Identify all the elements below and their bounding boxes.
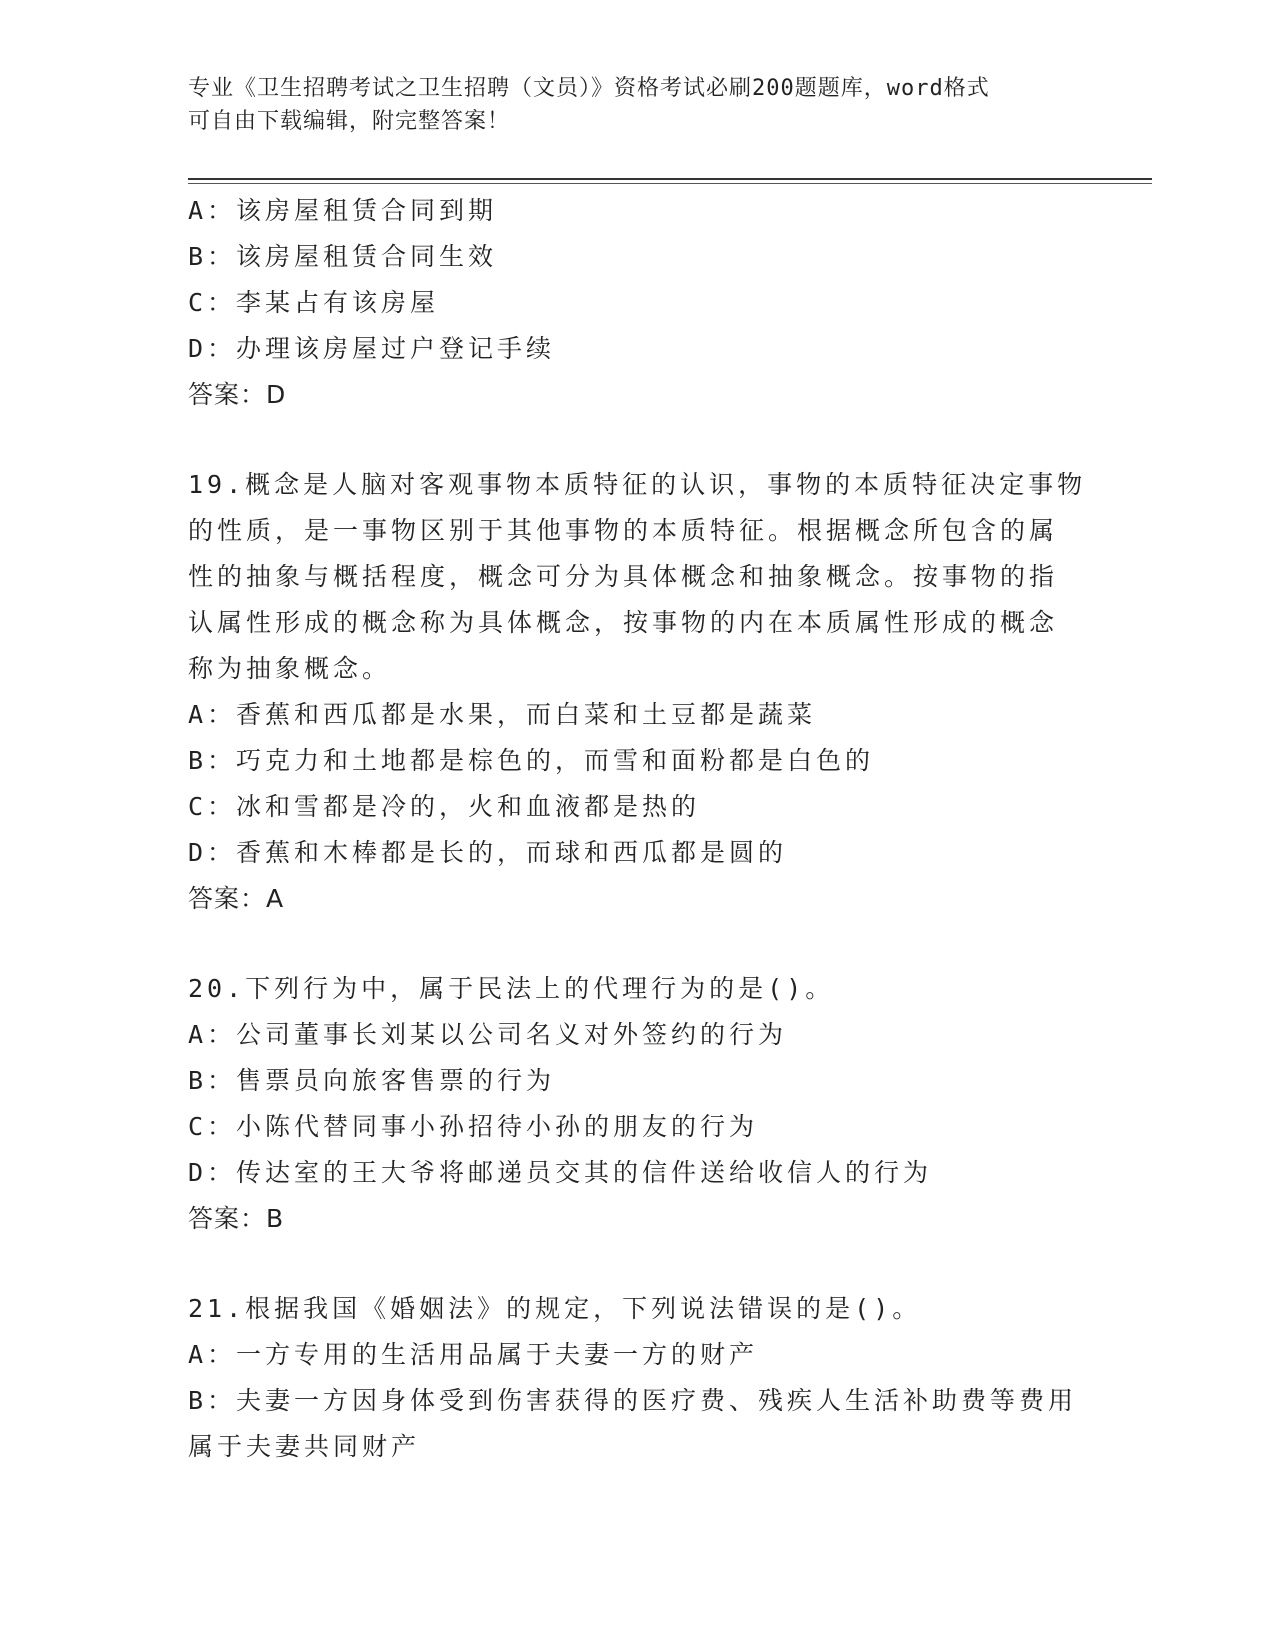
question-stem: 称为抽象概念。	[188, 654, 392, 683]
option-b: B：夫妻一方因身体受到伤害获得的医疗费、残疾人生活补助费等费用	[188, 1386, 1078, 1415]
option-b: B：售票员向旅客售票的行为	[188, 1066, 556, 1095]
question-18	[188, 188, 1088, 418]
answer: 答案：A	[188, 884, 285, 913]
option-d: D：香蕉和木棒都是长的，而球和西瓜都是圆的	[188, 838, 788, 867]
option-a: A：该房屋租赁合同到期	[188, 196, 498, 225]
question-stem: 性的抽象与概括程度，概念可分为具体概念和抽象概念。按事物的指	[188, 562, 1059, 591]
option-b: B：巧克力和土地都是棕色的，而雪和面粉都是白色的	[188, 746, 875, 775]
question-stem: 的性质，是一事物区别于其他事物的本质特征。根据概念所包含的属	[188, 516, 1059, 545]
question-21	[188, 1286, 1088, 1470]
question-stem: 认属性形成的概念称为具体概念，按事物的内在本质属性形成的概念	[188, 608, 1059, 637]
answer: 答案：B	[188, 1204, 285, 1233]
document-body	[188, 188, 1088, 1470]
document-header	[188, 72, 1088, 138]
option-a: A：一方专用的生活用品属于夫妻一方的财产	[188, 1340, 759, 1369]
option-a: A：香蕉和西瓜都是水果，而白菜和土豆都是蔬菜	[188, 700, 817, 729]
option-b: B：该房屋租赁合同生效	[188, 242, 498, 271]
option-d: D：传达室的王大爷将邮递员交其的信件送给收信人的行为	[188, 1158, 933, 1187]
option-c: C：李某占有该房屋	[188, 288, 440, 317]
question-19	[188, 462, 1088, 922]
answer: 答案：D	[188, 380, 287, 409]
header-divider-thick	[188, 178, 1152, 180]
header-line-2: 可自由下载编辑，附完整答案！	[188, 109, 511, 134]
option-c: C：冰和雪都是冷的，火和血液都是热的	[188, 792, 701, 821]
spacer	[188, 922, 1088, 966]
option-b-continued: 属于夫妻共同财产	[188, 1432, 421, 1461]
header-line-1: 专业《卫生招聘考试之卫生招聘（文员）》资格考试必刷200题题库，word格式	[188, 76, 990, 101]
question-20	[188, 966, 1088, 1242]
option-a: A：公司董事长刘某以公司名义对外签约的行为	[188, 1020, 788, 1049]
spacer	[188, 418, 1088, 462]
option-c: C：小陈代替同事小孙招待小孙的朋友的行为	[188, 1112, 759, 1141]
spacer	[188, 1242, 1088, 1286]
option-d: D：办理该房屋过户登记手续	[188, 334, 556, 363]
question-stem: 21.根据我国《婚姻法》的规定，下列说法错误的是()。	[188, 1294, 922, 1323]
question-stem: 20.下列行为中，属于民法上的代理行为的是()。	[188, 974, 835, 1003]
header-divider-thin	[188, 183, 1152, 184]
question-stem: 19.概念是人脑对客观事物本质特征的认识，事物的本质特征决定事物	[188, 470, 1087, 499]
